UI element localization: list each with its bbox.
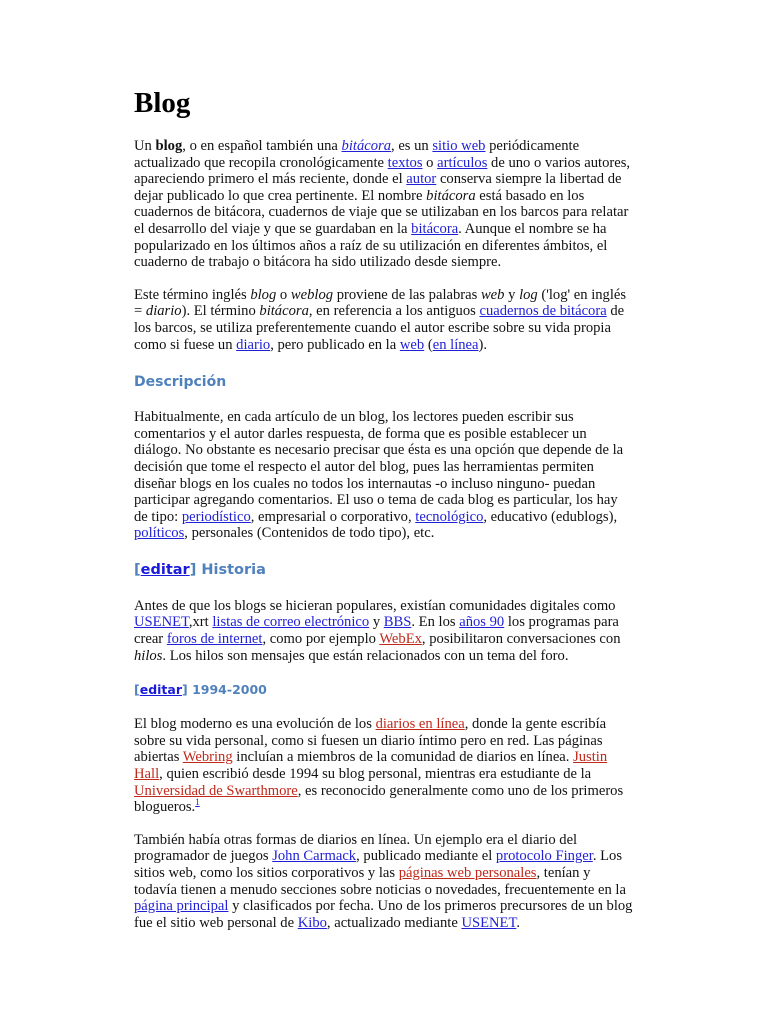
link-autor[interactable]: autor (406, 171, 437, 188)
text: , como por ejemplo (262, 631, 380, 648)
text: , empresarial o corporativo, (250, 508, 416, 525)
text: , posibilitaron conversaciones con (421, 631, 621, 648)
link-protocolo-finger[interactable]: protocolo Finger (495, 848, 593, 865)
link-cuadernos-de-bitacora[interactable]: cuadernos de bitácora (479, 303, 607, 320)
link-paginas-web-personales[interactable]: páginas web personales (398, 865, 537, 881)
text: y (369, 614, 384, 631)
text: , en referencia a los antiguos (308, 303, 480, 320)
italic-term: bitácora (259, 303, 309, 320)
text: ,xrt (188, 614, 213, 631)
text: proviene de las palabras (333, 286, 481, 303)
heading-text: Historia (196, 561, 266, 578)
text: . (516, 914, 520, 931)
edit-link-1994-2000[interactable]: editar (139, 682, 183, 698)
text: ( (424, 336, 433, 353)
text: ). (478, 336, 488, 353)
section-heading-1994-2000 (134, 682, 634, 698)
text: está basado en los cuadernos de bitácora, cuadernos de viaje que se utilizaban en los barcos para relatar el desarrollo del viaje y que se guardaban en la (134, 187, 629, 237)
text: Este término inglés (134, 286, 251, 303)
link-anos-90[interactable]: años 90 (459, 614, 505, 631)
text: . Aunque el nombre se ha popularizado en los últimos años a raíz de su utilización en diferentes ámbitos, el cuaderno de trabajo o bitácora ha sido utilizado desde siempre. (134, 220, 608, 271)
text: Un (134, 138, 156, 154)
italic-term: weblog (290, 286, 334, 303)
text: Antes de que los blogs se hicieran populares, existían comunidades digitales como (134, 597, 616, 614)
period-paragraph-2 (134, 832, 634, 932)
text: . Los sitios web, como los sitios corporativos y las (134, 848, 622, 881)
text: , es un (391, 138, 433, 154)
text: , publicado mediante el (356, 848, 496, 865)
link-articulos[interactable]: artículos (437, 154, 488, 171)
edit-link-historia[interactable]: editar (140, 561, 190, 578)
link-justin-hall[interactable]: Justin Hall (134, 749, 608, 783)
text: , es reconocido generalmente como uno de los primeros blogueros. (134, 782, 624, 816)
link-diarios-en-linea[interactable]: diarios en línea (375, 716, 465, 733)
historia-paragraph (134, 598, 634, 664)
origin-paragraph (134, 287, 634, 353)
text: El blog moderno es una evolución de los (134, 716, 376, 733)
text: incluían a miembros de la comunidad de diarios en línea. (232, 749, 574, 766)
bold-term: blog (155, 138, 183, 154)
text: y clasificados por fecha. Uno de los primeros precursores de un blog fue el sitio web personal de (134, 898, 633, 931)
italic-term: blog (250, 286, 277, 303)
text: , personales (Contenidos de todo tipo), etc. (184, 525, 435, 542)
link-foros-de-internet[interactable]: foros de internet (166, 631, 263, 648)
section-heading-descripcion: Descripción (134, 374, 227, 391)
link-sitio-web[interactable]: sitio web (432, 138, 486, 154)
text: , o en español también una (182, 138, 342, 154)
link-politicos[interactable]: políticos (134, 525, 185, 542)
text: de uno o varios autores, apareciendo primero el más reciente, donde el (134, 154, 631, 188)
link-diario[interactable]: diario (236, 336, 271, 353)
text: conserva siempre la libertad de dejar publicado lo que crea pertinente. El nombre (134, 171, 622, 204)
link-webring[interactable]: Webring (182, 749, 233, 766)
descripcion-paragraph (134, 409, 634, 542)
italic-term: log (519, 286, 538, 303)
text: o (276, 286, 291, 303)
text: , quien escribió desde 1994 su blog personal, mientras era estudiante de la (159, 766, 592, 783)
text: , tenían y todavía tienen a menudo secciones sobre noticias o novedades, frecuentemente en la (134, 865, 626, 898)
italic-term: bitácora (426, 187, 476, 204)
italic-term: hilos (134, 647, 163, 664)
italic-term: web (480, 286, 505, 303)
link-en-linea[interactable]: en línea (432, 336, 479, 353)
text: . En los (411, 614, 460, 631)
text: y (504, 286, 520, 303)
footnote-ref[interactable]: 1 (195, 797, 200, 808)
article-title: Blog (134, 87, 191, 119)
link-bbs[interactable]: BBS (383, 614, 412, 631)
text: los programas para crear (134, 614, 619, 648)
text: , actualizado mediante (326, 914, 462, 931)
link-webex[interactable]: WebEx (379, 631, 422, 648)
link-bitacora-2[interactable]: bitácora (411, 220, 459, 237)
heading-text: 1994-2000 (187, 682, 267, 698)
link-universidad-de-swarthmore[interactable]: Universidad de Swarthmore (134, 782, 298, 799)
text: periódicamente actualizado que recopila cronológicamente (134, 138, 580, 171)
link-pagina-principal[interactable]: página principal (134, 898, 229, 915)
bracket: ] (189, 561, 197, 578)
italic-term: diario (145, 303, 182, 320)
link-textos[interactable]: textos (387, 154, 423, 171)
text: , donde la gente escribía sobre su vida personal, como si fuesen un diario íntimo pero en red. Las páginas abiertas (134, 716, 607, 766)
text: o (422, 154, 438, 171)
text: . Los hilos son mensajes que están relacionados con un tema del foro. (162, 647, 569, 664)
text: , pero publicado en la (270, 336, 400, 353)
link-web[interactable]: web (399, 336, 425, 353)
link-john-carmack[interactable]: John Carmack (272, 848, 357, 865)
link-usenet[interactable]: USENET (134, 614, 189, 631)
text: Habitualmente, en cada artículo de un blog, los lectores pueden escribir sus comentarios y el autor darles respuesta, de forma que es posible establecer un diálogo. No obstante es necesario precisar que ésta es una opción que depende de la decisión que tome el respecto el autor del blog, pues las herramientas permiten diseñar blogs en los cuales no todos los internautas -o incluso ninguno- puedan participar agregando comentarios. El uso o tema de cada blog es particular, los hay de tipo: (134, 409, 624, 525)
link-kibo[interactable]: Kibo (297, 914, 327, 931)
bracket: ] (182, 682, 188, 698)
article-body (134, 86, 634, 931)
text: de los barcos, se utiliza preferentemente cuando el autor escribe sobre su vida propia como si fuese un (134, 303, 625, 353)
bracket: [ (134, 682, 140, 698)
text: , educativo (edublogs), (483, 508, 618, 525)
period-paragraph-1 (134, 716, 634, 816)
link-usenet-2[interactable]: USENET (461, 914, 517, 931)
text: También había otras formas de diarios en línea. Un ejemplo era el diario del programador de juegos (134, 831, 578, 865)
link-bitacora[interactable]: bitácora (341, 138, 392, 154)
text: ('log' en inglés = (134, 286, 627, 320)
section-heading-historia (134, 560, 634, 580)
link-listas-de-correo[interactable]: listas de correo electrónico (212, 614, 370, 631)
text: ). El término (181, 303, 260, 320)
bracket: [ (134, 561, 141, 578)
intro-paragraph (134, 138, 634, 271)
link-tecnologico[interactable]: tecnológico (415, 508, 484, 525)
link-periodistico[interactable]: periodístico (181, 508, 251, 525)
